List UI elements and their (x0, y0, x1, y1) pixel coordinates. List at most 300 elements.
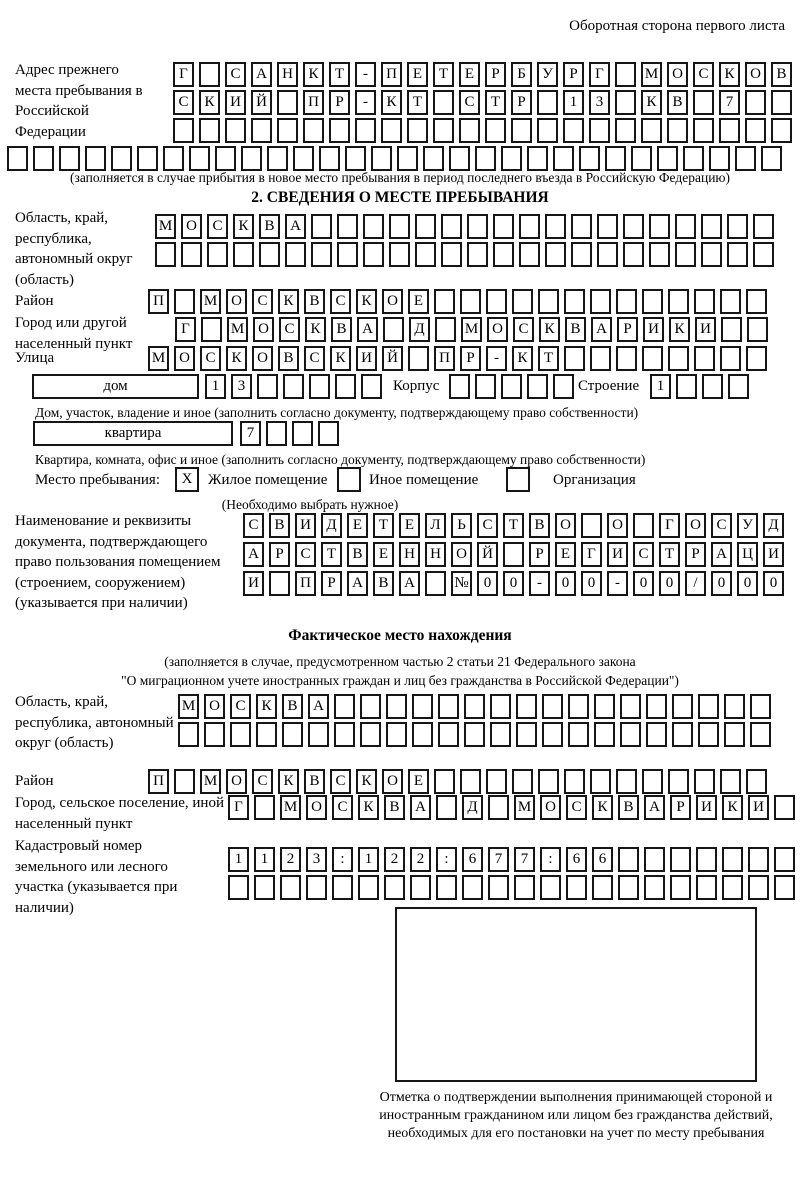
char-box[interactable] (594, 722, 615, 747)
char-box[interactable]: К (356, 289, 377, 314)
char-box[interactable] (589, 118, 610, 143)
char-box[interactable]: О (540, 795, 561, 820)
char-box[interactable] (620, 722, 641, 747)
char-box[interactable]: И (695, 317, 716, 342)
char-box[interactable]: Т (538, 346, 559, 371)
char-box[interactable] (360, 694, 381, 719)
char-box[interactable]: С (207, 214, 228, 239)
char-box[interactable]: Т (407, 90, 428, 115)
char-box[interactable] (676, 374, 697, 399)
char-box[interactable]: С (279, 317, 300, 342)
char-box[interactable]: 0 (737, 571, 758, 596)
char-box[interactable] (503, 542, 524, 567)
char-box[interactable] (702, 374, 723, 399)
char-box[interactable]: В (565, 317, 586, 342)
char-box[interactable]: С (200, 346, 221, 371)
char-box[interactable] (280, 875, 301, 900)
char-box[interactable] (228, 875, 249, 900)
char-box[interactable] (720, 346, 741, 371)
char-box[interactable] (545, 242, 566, 267)
char-box[interactable]: - (355, 90, 376, 115)
char-box[interactable] (727, 242, 748, 267)
char-box[interactable]: Е (555, 542, 576, 567)
char-box[interactable]: М (461, 317, 482, 342)
char-box[interactable]: 1 (650, 374, 671, 399)
char-box[interactable]: О (607, 513, 628, 538)
char-box[interactable] (615, 118, 636, 143)
char-box[interactable] (412, 722, 433, 747)
char-box[interactable]: В (269, 513, 290, 538)
char-box[interactable] (597, 214, 618, 239)
checkbox-zhiloe[interactable]: X (175, 467, 199, 492)
char-box[interactable]: В (282, 694, 303, 719)
char-box[interactable] (748, 847, 769, 872)
char-box[interactable] (329, 118, 350, 143)
char-box[interactable] (516, 722, 537, 747)
char-box[interactable] (696, 875, 717, 900)
char-box[interactable] (408, 346, 429, 371)
char-box[interactable] (516, 694, 537, 719)
char-box[interactable]: М (155, 214, 176, 239)
char-box[interactable]: Т (503, 513, 524, 538)
char-box[interactable]: Т (373, 513, 394, 538)
char-box[interactable] (642, 289, 663, 314)
char-box[interactable] (590, 289, 611, 314)
char-box[interactable] (386, 722, 407, 747)
char-box[interactable]: 0 (633, 571, 654, 596)
char-box[interactable] (564, 346, 585, 371)
char-box[interactable] (266, 421, 287, 446)
char-box[interactable]: О (451, 542, 472, 567)
char-box[interactable]: Д (321, 513, 342, 538)
char-box[interactable] (311, 242, 332, 267)
char-box[interactable] (488, 795, 509, 820)
char-box[interactable] (415, 214, 436, 239)
char-box[interactable]: Е (347, 513, 368, 538)
char-box[interactable]: 0 (555, 571, 576, 596)
char-box[interactable] (590, 346, 611, 371)
char-box[interactable]: - (529, 571, 550, 596)
char-box[interactable]: С (513, 317, 534, 342)
char-box[interactable] (683, 146, 704, 171)
char-box[interactable]: В (331, 317, 352, 342)
char-box[interactable]: В (347, 542, 368, 567)
char-box[interactable]: 6 (566, 847, 587, 872)
char-box[interactable]: В (373, 571, 394, 596)
char-box[interactable]: Т (433, 62, 454, 87)
char-box[interactable] (407, 118, 428, 143)
char-box[interactable]: М (148, 346, 169, 371)
char-box[interactable] (433, 118, 454, 143)
char-box[interactable]: : (436, 847, 457, 872)
char-box[interactable] (698, 694, 719, 719)
char-box[interactable]: С (252, 769, 273, 794)
char-box[interactable] (771, 118, 792, 143)
char-box[interactable]: Р (617, 317, 638, 342)
char-box[interactable]: О (667, 62, 688, 87)
char-box[interactable]: К (669, 317, 690, 342)
char-box[interactable] (566, 875, 587, 900)
char-box[interactable] (251, 118, 272, 143)
char-box[interactable]: А (251, 62, 272, 87)
char-box[interactable]: И (696, 795, 717, 820)
char-box[interactable]: Б (511, 62, 532, 87)
char-box[interactable] (668, 769, 689, 794)
char-box[interactable]: А (243, 542, 264, 567)
char-box[interactable] (579, 146, 600, 171)
char-box[interactable] (568, 694, 589, 719)
char-box[interactable] (571, 242, 592, 267)
char-box[interactable]: М (280, 795, 301, 820)
char-box[interactable]: Г (589, 62, 610, 87)
char-box[interactable]: И (295, 513, 316, 538)
char-box[interactable] (33, 146, 54, 171)
char-box[interactable] (512, 769, 533, 794)
char-box[interactable] (721, 317, 742, 342)
char-box[interactable] (464, 694, 485, 719)
char-box[interactable] (490, 722, 511, 747)
char-box[interactable]: О (382, 769, 403, 794)
char-box[interactable] (553, 146, 574, 171)
char-box[interactable] (467, 242, 488, 267)
char-box[interactable] (542, 694, 563, 719)
char-box[interactable] (623, 242, 644, 267)
char-box[interactable] (254, 875, 275, 900)
char-box[interactable] (449, 146, 470, 171)
char-box[interactable] (389, 214, 410, 239)
char-box[interactable] (449, 374, 470, 399)
char-box[interactable] (269, 571, 290, 596)
char-box[interactable]: И (748, 795, 769, 820)
char-box[interactable]: А (711, 542, 732, 567)
char-box[interactable] (178, 722, 199, 747)
char-box[interactable] (581, 513, 602, 538)
char-box[interactable]: Т (329, 62, 350, 87)
char-box[interactable] (292, 421, 313, 446)
char-box[interactable] (267, 146, 288, 171)
char-box[interactable]: А (410, 795, 431, 820)
char-box[interactable] (563, 118, 584, 143)
char-box[interactable]: П (295, 571, 316, 596)
char-box[interactable]: - (355, 62, 376, 87)
char-box[interactable] (540, 875, 561, 900)
char-box[interactable]: К (592, 795, 613, 820)
char-box[interactable]: О (382, 289, 403, 314)
char-box[interactable] (363, 214, 384, 239)
char-box[interactable] (623, 214, 644, 239)
char-box[interactable]: О (252, 346, 273, 371)
char-box[interactable] (59, 146, 80, 171)
char-box[interactable]: С (295, 542, 316, 567)
char-box[interactable]: С (252, 289, 273, 314)
char-box[interactable] (519, 214, 540, 239)
char-box[interactable]: К (199, 90, 220, 115)
char-box[interactable] (303, 118, 324, 143)
char-box[interactable]: О (685, 513, 706, 538)
char-box[interactable]: 7 (488, 847, 509, 872)
char-box[interactable]: К (641, 90, 662, 115)
char-box[interactable] (564, 769, 585, 794)
char-box[interactable] (319, 146, 340, 171)
char-box[interactable] (337, 242, 358, 267)
char-box[interactable]: В (304, 769, 325, 794)
char-box[interactable]: И (607, 542, 628, 567)
char-box[interactable] (745, 118, 766, 143)
char-box[interactable] (722, 875, 743, 900)
char-box[interactable]: О (487, 317, 508, 342)
char-box[interactable] (693, 90, 714, 115)
char-box[interactable] (254, 795, 275, 820)
char-box[interactable]: К (278, 289, 299, 314)
char-box[interactable] (724, 722, 745, 747)
char-box[interactable] (746, 346, 767, 371)
char-box[interactable] (747, 317, 768, 342)
char-box[interactable] (441, 214, 462, 239)
char-box[interactable]: Д (763, 513, 784, 538)
char-box[interactable]: О (306, 795, 327, 820)
char-box[interactable] (719, 118, 740, 143)
char-box[interactable]: К (719, 62, 740, 87)
char-box[interactable] (753, 242, 774, 267)
char-box[interactable]: Е (408, 289, 429, 314)
char-box[interactable] (720, 769, 741, 794)
char-box[interactable]: 1 (205, 374, 226, 399)
checkbox-inoe[interactable] (337, 467, 361, 492)
char-box[interactable] (646, 694, 667, 719)
char-box[interactable] (436, 875, 457, 900)
char-box[interactable] (501, 374, 522, 399)
char-box[interactable]: К (330, 346, 351, 371)
char-box[interactable]: В (259, 214, 280, 239)
char-box[interactable]: Р (485, 62, 506, 87)
char-box[interactable] (438, 722, 459, 747)
char-box[interactable] (438, 694, 459, 719)
char-box[interactable] (675, 214, 696, 239)
char-box[interactable] (207, 242, 228, 267)
char-box[interactable] (618, 875, 639, 900)
char-box[interactable]: Т (485, 90, 506, 115)
char-box[interactable] (748, 875, 769, 900)
char-box[interactable] (459, 118, 480, 143)
char-box[interactable]: К (256, 694, 277, 719)
char-box[interactable] (728, 374, 749, 399)
char-box[interactable]: С (225, 62, 246, 87)
char-box[interactable] (435, 317, 456, 342)
char-box[interactable] (615, 90, 636, 115)
char-box[interactable] (724, 694, 745, 719)
char-box[interactable] (553, 374, 574, 399)
char-box[interactable] (675, 242, 696, 267)
char-box[interactable]: У (537, 62, 558, 87)
char-box[interactable]: О (226, 769, 247, 794)
char-box[interactable] (774, 875, 795, 900)
char-box[interactable] (701, 242, 722, 267)
char-box[interactable]: А (347, 571, 368, 596)
char-box[interactable]: 0 (477, 571, 498, 596)
char-box[interactable] (174, 289, 195, 314)
char-box[interactable]: Й (382, 346, 403, 371)
char-box[interactable] (462, 875, 483, 900)
char-box[interactable]: О (204, 694, 225, 719)
char-box[interactable]: Л (425, 513, 446, 538)
char-box[interactable]: 7 (240, 421, 261, 446)
char-box[interactable] (358, 875, 379, 900)
char-box[interactable]: О (226, 289, 247, 314)
char-box[interactable] (486, 289, 507, 314)
char-box[interactable] (511, 118, 532, 143)
char-box[interactable] (615, 62, 636, 87)
char-box[interactable]: М (200, 769, 221, 794)
char-box[interactable] (657, 146, 678, 171)
char-box[interactable] (389, 242, 410, 267)
char-box[interactable] (475, 146, 496, 171)
char-box[interactable]: В (771, 62, 792, 87)
char-box[interactable]: Д (462, 795, 483, 820)
char-box[interactable]: : (540, 847, 561, 872)
char-box[interactable]: Г (175, 317, 196, 342)
char-box[interactable] (538, 289, 559, 314)
char-box[interactable]: С (173, 90, 194, 115)
char-box[interactable] (672, 694, 693, 719)
char-box[interactable] (137, 146, 158, 171)
char-box[interactable] (174, 769, 195, 794)
char-box[interactable] (277, 118, 298, 143)
char-box[interactable] (309, 374, 330, 399)
char-box[interactable] (564, 289, 585, 314)
char-box[interactable] (644, 875, 665, 900)
char-box[interactable]: Е (373, 542, 394, 567)
char-box[interactable]: Р (269, 542, 290, 567)
char-box[interactable]: И (356, 346, 377, 371)
char-box[interactable] (460, 769, 481, 794)
char-box[interactable]: 2 (410, 847, 431, 872)
char-box[interactable] (345, 146, 366, 171)
char-box[interactable] (189, 146, 210, 171)
char-box[interactable] (433, 90, 454, 115)
char-box[interactable]: П (434, 346, 455, 371)
char-box[interactable]: М (641, 62, 662, 87)
char-box[interactable] (514, 875, 535, 900)
char-box[interactable]: / (685, 571, 706, 596)
char-box[interactable] (745, 90, 766, 115)
char-box[interactable] (111, 146, 132, 171)
char-box[interactable]: 1 (358, 847, 379, 872)
char-box[interactable] (670, 847, 691, 872)
char-box[interactable] (306, 875, 327, 900)
char-box[interactable] (571, 214, 592, 239)
char-box[interactable] (335, 374, 356, 399)
char-box[interactable] (259, 242, 280, 267)
char-box[interactable]: О (174, 346, 195, 371)
char-box[interactable] (501, 146, 522, 171)
char-box[interactable] (646, 722, 667, 747)
char-box[interactable]: Р (460, 346, 481, 371)
char-box[interactable]: О (555, 513, 576, 538)
char-box[interactable] (277, 90, 298, 115)
char-box[interactable] (464, 722, 485, 747)
char-box[interactable]: Й (251, 90, 272, 115)
char-box[interactable]: С (330, 769, 351, 794)
char-box[interactable]: И (763, 542, 784, 567)
char-box[interactable] (649, 214, 670, 239)
char-box[interactable] (423, 146, 444, 171)
char-box[interactable] (7, 146, 28, 171)
char-box[interactable] (590, 769, 611, 794)
char-box[interactable]: И (243, 571, 264, 596)
char-box[interactable]: Т (321, 542, 342, 567)
char-box[interactable]: 6 (592, 847, 613, 872)
char-box[interactable]: П (148, 769, 169, 794)
char-box[interactable] (361, 374, 382, 399)
char-box[interactable]: К (303, 62, 324, 87)
char-box[interactable] (233, 242, 254, 267)
char-box[interactable]: 0 (659, 571, 680, 596)
char-box[interactable]: А (285, 214, 306, 239)
char-box[interactable] (201, 317, 222, 342)
char-box[interactable] (360, 722, 381, 747)
char-box[interactable] (334, 694, 355, 719)
char-box[interactable]: К (512, 346, 533, 371)
char-box[interactable] (199, 62, 220, 87)
char-box[interactable] (410, 875, 431, 900)
char-box[interactable] (746, 769, 767, 794)
char-box[interactable] (594, 694, 615, 719)
char-box[interactable]: О (181, 214, 202, 239)
char-box[interactable]: С (566, 795, 587, 820)
char-box[interactable] (538, 769, 559, 794)
char-box[interactable]: К (233, 214, 254, 239)
char-box[interactable] (750, 694, 771, 719)
char-box[interactable]: Р (321, 571, 342, 596)
char-box[interactable]: Е (459, 62, 480, 87)
char-box[interactable]: У (737, 513, 758, 538)
char-box[interactable] (415, 242, 436, 267)
char-box[interactable] (225, 118, 246, 143)
char-box[interactable]: С (330, 289, 351, 314)
char-box[interactable]: М (514, 795, 535, 820)
char-box[interactable] (642, 769, 663, 794)
char-box[interactable]: П (303, 90, 324, 115)
char-box[interactable] (425, 571, 446, 596)
char-box[interactable] (460, 289, 481, 314)
char-box[interactable]: О (253, 317, 274, 342)
char-box[interactable] (383, 317, 404, 342)
char-box[interactable]: 0 (503, 571, 524, 596)
char-box[interactable]: 2 (384, 847, 405, 872)
char-box[interactable] (727, 214, 748, 239)
char-box[interactable] (620, 694, 641, 719)
char-box[interactable]: 0 (711, 571, 732, 596)
char-box[interactable]: И (643, 317, 664, 342)
char-box[interactable]: С (459, 90, 480, 115)
char-box[interactable] (597, 242, 618, 267)
char-box[interactable] (155, 242, 176, 267)
char-box[interactable]: С (230, 694, 251, 719)
char-box[interactable] (334, 722, 355, 747)
char-box[interactable] (771, 90, 792, 115)
char-box[interactable] (644, 847, 665, 872)
char-box[interactable] (308, 722, 329, 747)
char-box[interactable]: Е (399, 513, 420, 538)
char-box[interactable] (616, 769, 637, 794)
char-box[interactable] (486, 769, 507, 794)
char-box[interactable]: : (332, 847, 353, 872)
checkbox-organizacia[interactable] (506, 467, 530, 492)
char-box[interactable] (434, 769, 455, 794)
char-box[interactable]: - (486, 346, 507, 371)
char-box[interactable] (412, 694, 433, 719)
char-box[interactable] (490, 694, 511, 719)
